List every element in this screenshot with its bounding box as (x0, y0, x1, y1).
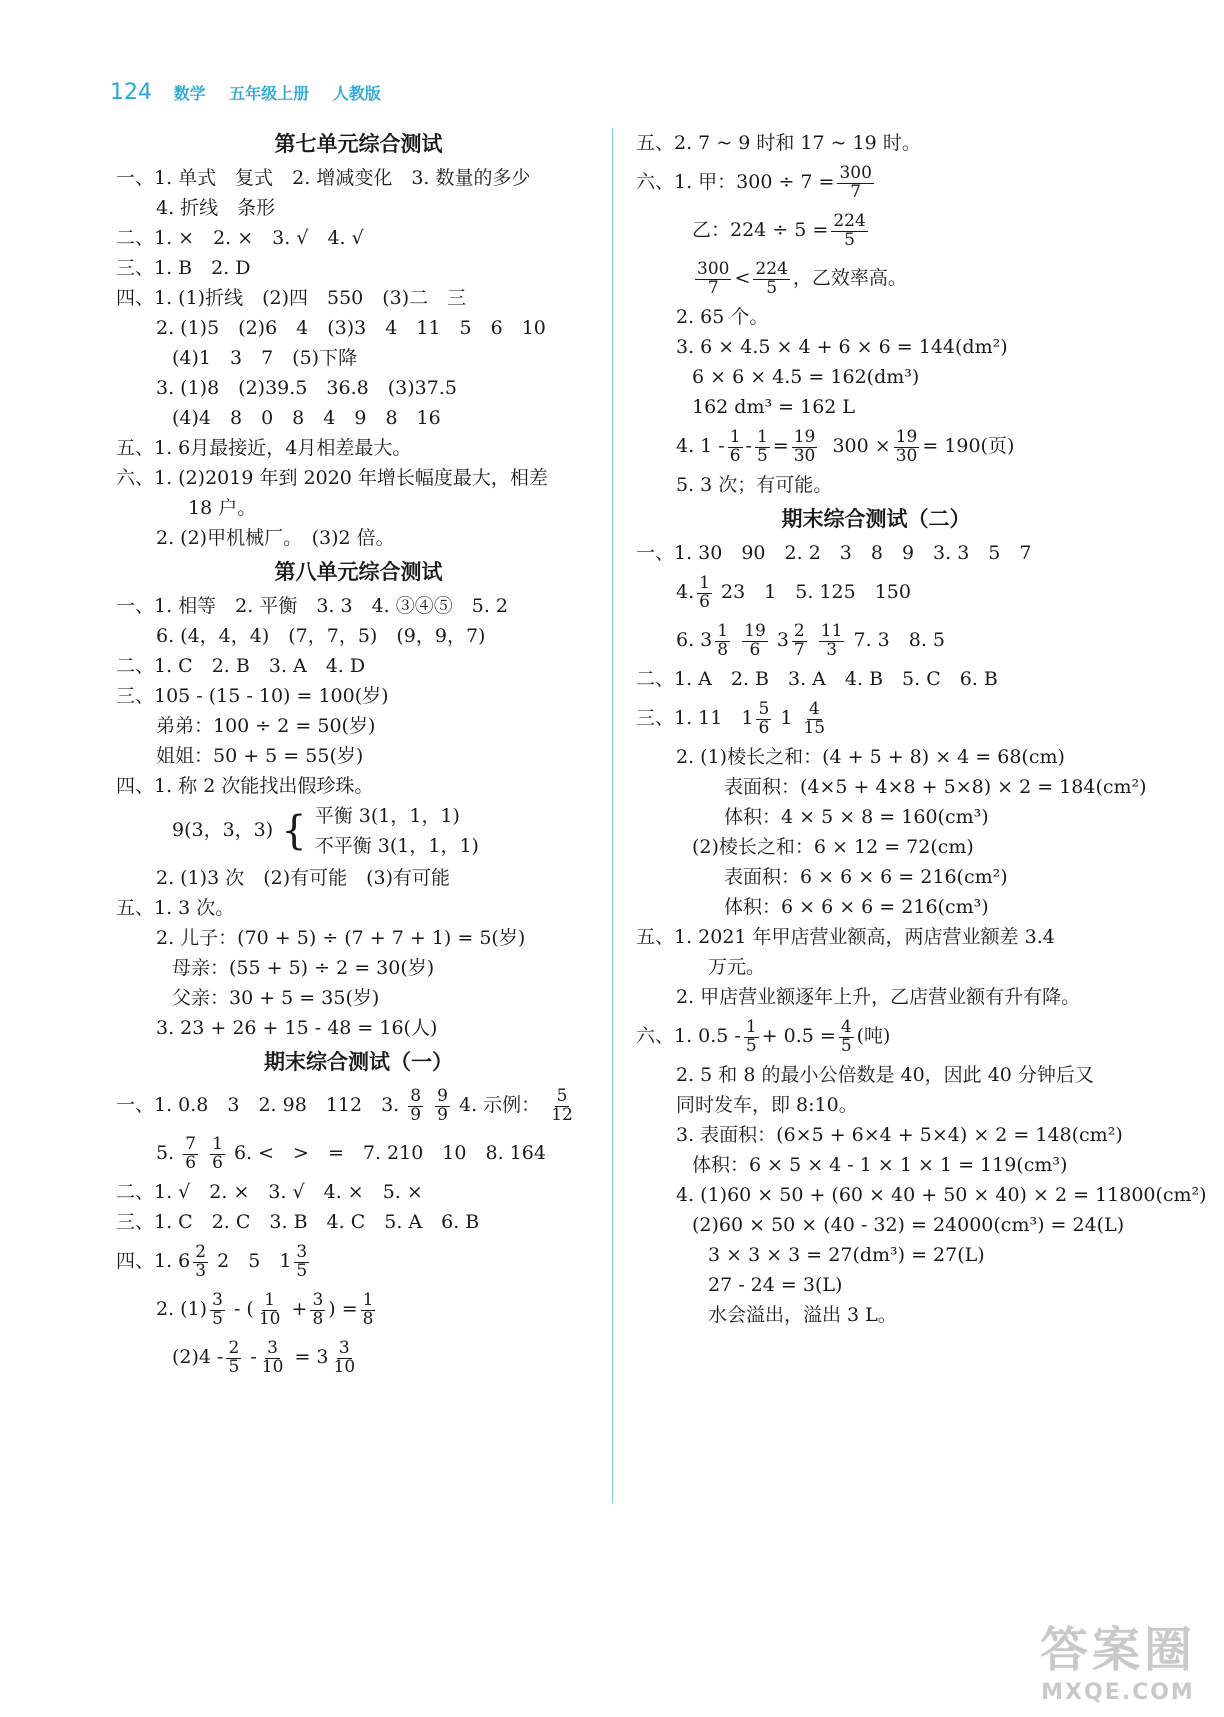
answer-line: 4. 折线 条形 (156, 197, 276, 219)
numerator: 3 (296, 1241, 308, 1262)
numerator: 2 (793, 620, 805, 641)
answer-text: - (233, 1298, 241, 1320)
answer-line (636, 694, 1116, 742)
answer-text: 6. 3 (676, 629, 713, 651)
fraction (742, 620, 768, 660)
fraction (756, 698, 771, 738)
numerator: 224 (833, 210, 866, 231)
denominator: 5 (844, 229, 855, 250)
answer-text: + (291, 1298, 308, 1320)
denominator: 12 (551, 1104, 573, 1125)
answer-text: 4. 1 - (676, 435, 725, 457)
weighing-diagram (116, 801, 601, 863)
numerator: 1 (264, 1289, 276, 1310)
answer-line: 二、1. C 2. B 3. A 4. D (116, 655, 366, 677)
fraction (361, 1289, 376, 1329)
page-header (110, 80, 381, 105)
fraction (226, 1337, 241, 1377)
numerator: 3 (338, 1337, 350, 1358)
fraction (408, 1085, 423, 1125)
answer-line: 同时发车，即 8:10。 (676, 1094, 858, 1116)
answer-text: 6. < > = 7. 210 10 8. 164 (233, 1142, 546, 1164)
column-divider (612, 128, 613, 1503)
answer-line: 五、2. 7 ~ 9 时和 17 ~ 19 时。 (636, 132, 921, 154)
answer-line (636, 254, 1116, 302)
answer-line: 2. (1)3 次 (2)有可能 (3)有可能 (156, 867, 451, 889)
left-column (116, 125, 601, 1381)
numerator: 3 (312, 1289, 324, 1310)
denominator: 5 (296, 1260, 308, 1281)
numerator: 2 (228, 1337, 240, 1358)
answer-text: 1 (780, 707, 793, 729)
answer-line (636, 568, 1116, 616)
page-number: 124 (110, 80, 152, 105)
brace-icon: { (281, 808, 307, 854)
numerator: 19 (895, 426, 918, 447)
denominator: 8 (362, 1308, 374, 1329)
denominator: 6 (212, 1152, 223, 1173)
answer-line: 三、1. B 2. D (116, 257, 251, 279)
answer-line: 一、1. 相等 2. 平衡 3. 3 4. ③④⑤ 5. 2 (116, 595, 509, 617)
answer-line: 父亲：30 + 5 = 35(岁) (172, 987, 380, 1009)
numerator: 4 (840, 1016, 852, 1037)
denominator: 7 (850, 181, 862, 202)
numerator: 19 (744, 620, 766, 641)
answer-line: 2. 甲店营业额逐年上升，乙店营业额有升有降。 (676, 986, 1081, 1008)
answer-line: 5. 3 次；有可能。 (676, 474, 833, 496)
watermark-url: MXQE.COM (1041, 1680, 1195, 1705)
watermark-logo (1040, 1611, 1196, 1705)
numerator: 9 (437, 1085, 448, 1106)
answer-line: 3. 表面积：(6×5 + 6×4 + 5×4) × 2 = 148(cm²) (676, 1124, 1123, 1146)
numerator: 224 (755, 258, 788, 279)
numerator: 8 (410, 1085, 422, 1106)
answer-line: 姐姐：50 + 5 = 55(岁) (156, 745, 364, 767)
subject: 数学 (173, 84, 206, 103)
fraction (193, 1241, 208, 1281)
fraction (839, 1016, 854, 1056)
answer-line: 6. (4，4，4) (7，7，5) (9，9，7) (156, 625, 486, 647)
answer-line (116, 1333, 601, 1381)
section-title: 第七单元综合测试 (274, 132, 443, 156)
answer-text: 4. 示例： (459, 1094, 541, 1116)
fraction (837, 162, 873, 202)
numerator: 3 (212, 1289, 223, 1310)
answer-line: 体积：6 × 5 × 4 - 1 × 1 × 1 = 119(cm³) (692, 1154, 1068, 1176)
numerator: 5 (556, 1085, 568, 1106)
answer-line: 四、1. 称 2 次能找出假珍珠。 (116, 775, 374, 797)
answer-line: 体积：4 × 5 × 8 = 160(cm³) (724, 806, 989, 828)
numerator: 1 (756, 426, 768, 447)
numerator: 19 (793, 426, 816, 447)
numerator: 1 (699, 572, 710, 593)
fraction (697, 572, 712, 612)
answer-line: 一、1. 单式 复式 2. 增减变化 3. 数量的多少 (116, 167, 531, 189)
answer-line: 六、1. (2)2019 年到 2020 年增长幅度最大，相差 (116, 467, 548, 489)
answer-text: - (745, 435, 752, 457)
answer-text: (2)4 - (172, 1346, 224, 1368)
numerator: 300 (839, 162, 872, 183)
fraction (744, 1016, 759, 1056)
denominator: 5 (756, 445, 768, 466)
numerator: 1 (745, 1016, 757, 1037)
answer-line: 162 dm³ = 162 L (692, 396, 856, 418)
answer-line: (2)60 × 50 × (40 - 32) = 24000(cm³) = 24(L) (692, 1214, 1125, 1236)
answer-line: 2. (1)棱长之和：(4 + 5 + 8) × 4 = 68(cm) (676, 746, 1065, 768)
numerator: 11 (820, 620, 843, 641)
answer-line: 2. 儿子：(70 + 5) ÷ (7 + 7 + 1) = 5(岁) (156, 927, 526, 949)
denominator: 6 (699, 591, 710, 612)
answer-text: < (734, 267, 751, 289)
denominator: 6 (729, 445, 741, 466)
numerator: 5 (758, 698, 770, 719)
answer-line: 3. 23 + 26 + 15 - 48 = 16(人) (156, 1017, 438, 1039)
answer-line: 2. (2)甲机械厂。 (3)2 倍。 (156, 527, 395, 549)
section-title: 期末综合测试（一） (264, 1050, 453, 1074)
answer-line: 母亲：(55 + 5) ÷ 2 = 30(岁) (172, 957, 435, 979)
answer-text: (吨) (856, 1025, 891, 1047)
answer-text: 三、1. 11 1 (636, 707, 754, 729)
watermark-text: 答案圈 (1039, 1622, 1196, 1678)
answer-text: 4. (676, 581, 695, 603)
denominator: 30 (793, 445, 816, 466)
answer-line: 二、1. A 2. B 3. A 4. B 5. C 6. B (636, 668, 998, 690)
answer-text: 六、1. 0.5 - (636, 1025, 741, 1047)
answer-line: 三、105 - (15 - 10) = 100(岁) (116, 685, 389, 707)
fraction (183, 1133, 198, 1173)
fraction (549, 1085, 575, 1125)
denominator: 7 (707, 277, 719, 298)
answer-line: (4)1 3 7 (5)下降 (172, 347, 358, 369)
answer-line: (2)棱长之和：6 × 12 = 72(cm) (692, 836, 974, 858)
denominator: 5 (228, 1356, 240, 1377)
answer-line: 27 - 24 = 3(L) (708, 1274, 843, 1296)
answer-line: 弟弟：100 ÷ 2 = 50(岁) (156, 715, 376, 737)
denominator: 6 (749, 639, 761, 660)
denominator: 7 (793, 639, 805, 660)
denominator: 10 (261, 1356, 284, 1377)
answer-line: 3 × 3 × 3 = 27(dm³) = 27(L) (708, 1244, 985, 1266)
fraction (819, 620, 845, 660)
answer-text: = 3 (294, 1346, 329, 1368)
denominator: 3 (195, 1260, 207, 1281)
fraction (260, 1337, 286, 1377)
answer-line (116, 1129, 601, 1177)
denominator: 5 (766, 277, 778, 298)
fraction (210, 1133, 225, 1173)
section-title: 期末综合测试（二） (781, 507, 971, 531)
numerator: 1 (362, 1289, 374, 1310)
answer-line: 3. 6 × 4.5 × 4 + 6 × 6 = 144(dm²) (676, 336, 1008, 358)
fraction (831, 210, 867, 250)
denominator: 9 (437, 1104, 448, 1125)
answer-text: 2. (1) (156, 1298, 208, 1320)
answer-text: 23 1 5. 125 150 (721, 581, 911, 603)
denominator: 15 (803, 717, 826, 738)
numerator: 1 (717, 620, 729, 641)
answer-line: 五、1. 2021 年甲店营业额高，两店营业额差 3.4 (636, 926, 1055, 948)
denominator: 5 (840, 1035, 852, 1056)
answer-line (116, 1237, 601, 1285)
answer-line (636, 1012, 1116, 1060)
numerator: 1 (729, 426, 741, 447)
weighing-start: 9(3，3，3) (172, 819, 274, 841)
denominator: 6 (758, 717, 770, 738)
fraction (695, 258, 731, 298)
denominator: 8 (312, 1308, 324, 1329)
branch-balanced: 平衡 3(1，1，1) (314, 805, 460, 827)
answer-text: 7. 3 8. 5 (853, 629, 945, 651)
denominator: 6 (185, 1152, 197, 1173)
answer-line: 五、1. 3 次。 (116, 897, 235, 919)
answer-text: 5. (156, 1142, 175, 1164)
answer-line: 三、1. C 2. C 3. B 4. C 5. A 6. B (116, 1211, 480, 1233)
answer-line (636, 616, 1116, 664)
denominator: 9 (410, 1104, 422, 1125)
fraction (801, 698, 827, 738)
answer-text: ，乙效率高。 (792, 267, 907, 289)
fraction (332, 1337, 358, 1377)
right-column (636, 128, 1207, 1330)
denominator: 10 (333, 1356, 356, 1377)
answer-text: = (772, 435, 789, 457)
answer-line: 二、1. √ 2. × 3. √ 4. × 5. × (116, 1181, 423, 1203)
denominator: 8 (717, 639, 729, 660)
answer-line: 四、1. (1)折线 (2)四 550 (3)二 三 (116, 287, 467, 309)
answer-line: 二、1. × 2. × 3. √ 4. √ (116, 227, 364, 249)
fraction (753, 258, 789, 298)
answer-line: 2. (1) $\frac{3}{5}$ - ( $\frac{1}{10}$ + $\frac{3}{8}$ ) = $\frac{1}{8}$ (156, 1289, 374, 1329)
answer-text: 3 (776, 629, 789, 651)
answer-text: 四、1. 6 (116, 1250, 191, 1272)
numerator: 2 (195, 1241, 207, 1262)
answer-text: = (341, 1298, 358, 1320)
answer-line: 体积：6 × 6 × 6 = 216(cm³) (724, 896, 989, 918)
answer-line: 4. (1)60 × 50 + (60 × 40 + 50 × 40) × 2 = 11800(cm²) (676, 1184, 1207, 1206)
answer-line: 2. 5 和 8 的最小公倍数是 40，因此 40 分钟后又 (676, 1064, 1094, 1086)
answer-line: 五、1. 6月最接近，4月相差最大。 (116, 437, 412, 459)
answer-line: (4)4 8 0 8 4 9 8 16 (172, 407, 441, 429)
answer-line: 表面积：(4×5 + 4×8 + 5×8) × 2 = 184(cm²) (724, 776, 1147, 798)
answer-line: 水会溢出，溢出 3 L。 (708, 1304, 897, 1326)
answer-line: 18 户。 (188, 497, 257, 519)
weighing-branches (315, 801, 479, 861)
answer-line: 6 × 6 × 4.5 = 162(dm³) (692, 366, 920, 388)
fraction (715, 620, 730, 660)
numerator: 7 (185, 1133, 197, 1154)
denominator: 10 (258, 1308, 281, 1329)
answer-text: - (250, 1346, 257, 1368)
fraction (257, 1289, 283, 1329)
answer-line (636, 206, 1116, 254)
numerator: 4 (808, 698, 820, 719)
answer-line: 万元。 (708, 956, 766, 978)
numerator: 300 (697, 258, 730, 279)
answer-line: 表面积：6 × 6 × 6 = 216(cm²) (724, 866, 1008, 888)
answer-line (636, 158, 1116, 206)
answer-line (636, 422, 1116, 470)
answer-line: 2. 65 个。 (676, 306, 769, 328)
answer-text: 300 × (832, 435, 891, 457)
answer-line: 2. (1)5 (2)6 4 (3)3 4 11 5 6 10 (156, 317, 546, 339)
answer-line: 一、1. 30 90 2. 2 3 8 9 3. 3 5 7 (636, 542, 1032, 564)
answer-line (116, 1081, 601, 1129)
answer-text: 一、1. 0.8 3 2. 98 112 3. (116, 1094, 400, 1116)
fraction (792, 620, 807, 660)
section-title: 第八单元综合测试 (274, 560, 443, 584)
fraction (435, 1085, 450, 1125)
answer-text: = 190(页) (922, 435, 1015, 457)
fraction (310, 1289, 325, 1329)
denominator: 5 (212, 1308, 223, 1329)
denominator: 5 (745, 1035, 757, 1056)
fraction (294, 1241, 309, 1281)
answer-text: 乙：224 ÷ 5 = (692, 219, 829, 241)
edition: 人教版 (332, 84, 381, 103)
numerator: 3 (267, 1337, 278, 1358)
fraction (894, 426, 920, 466)
numerator: 1 (212, 1133, 223, 1154)
grade: 五年级上册 (229, 84, 310, 103)
fraction (210, 1289, 225, 1329)
denominator: 30 (895, 445, 918, 466)
answer-line: 3. (1)8 (2)39.5 36.8 (3)37.5 (156, 377, 457, 399)
denominator: 3 (826, 639, 838, 660)
fraction (755, 426, 770, 466)
fraction (792, 426, 818, 466)
fraction (728, 426, 743, 466)
branch-unbalanced: 不平衡 3(1，1，1) (314, 835, 479, 857)
answer-text: 六、1. 甲：300 ÷ 7 = (636, 171, 835, 193)
answer-text: + 0.5 = (761, 1025, 836, 1047)
answer-text: 2 5 1 (217, 1250, 292, 1272)
